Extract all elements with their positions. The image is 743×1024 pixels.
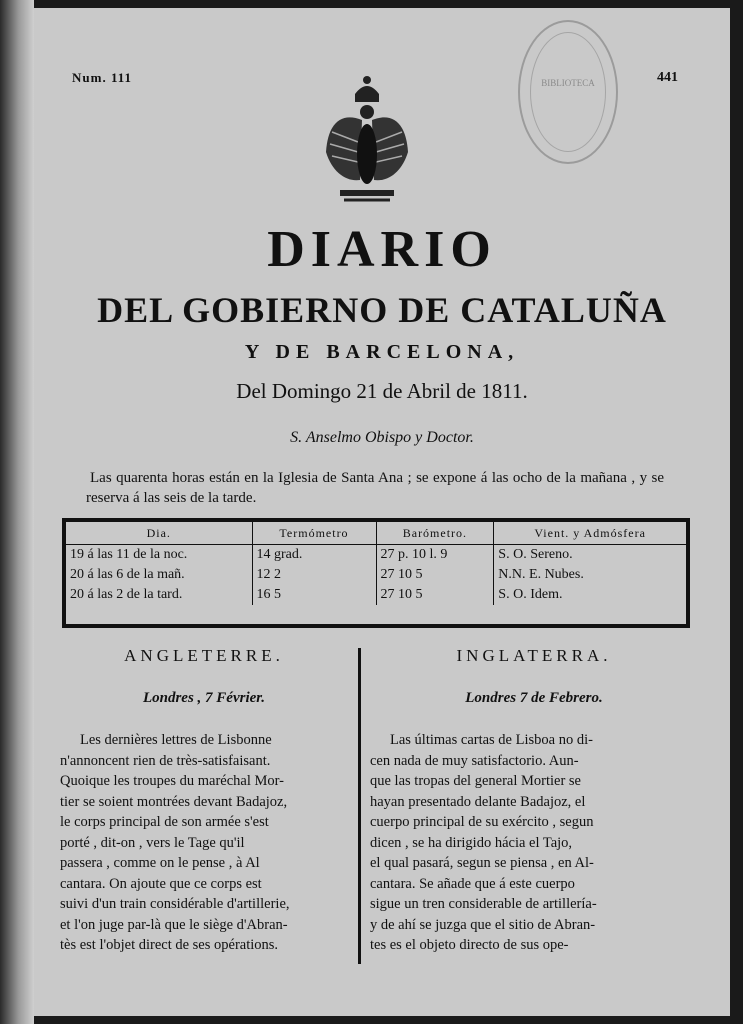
weather-cell: 12 2	[252, 565, 376, 585]
weather-row	[66, 585, 686, 605]
text-line: hayan presentado delante Badajoz, el	[370, 793, 586, 810]
text-line: cen nada de muy satisfactorio. Aun-	[370, 752, 579, 769]
book-spine	[0, 0, 34, 1024]
text-line: tier se soient montrées devant Badajoz,	[60, 793, 288, 810]
weather-header-barometer: Barómetro.	[376, 522, 494, 545]
text-line: que las tropas del general Mortier se	[370, 773, 581, 789]
weather-cell: 27 10 5	[376, 585, 494, 605]
weather-cell: N.N. E. Nubes.	[498, 567, 584, 582]
column-divider	[358, 648, 361, 964]
masthead-subtitle: DEL GOBIERNO DE CATALUÑA	[97, 290, 667, 330]
imperial-eagle-emblem	[322, 72, 412, 212]
weather-row	[66, 545, 686, 566]
text-line: cantara. Se añade que á este cuerpo	[370, 875, 575, 892]
right-column-body	[370, 730, 662, 956]
library-stamp	[518, 20, 618, 164]
text-line: passera , comme on le pense , à Al	[60, 855, 260, 871]
text-line: cantara. On ajoute que ce corps est	[60, 875, 262, 892]
text-line: tès est l'objet direct de ses opérations.	[60, 937, 279, 953]
weather-cell: 19 á las 11 de la noc.	[66, 545, 252, 566]
text-line: y de ahí se juzga que el sitio de Abran-	[370, 916, 596, 933]
weather-cell: 16 5	[252, 585, 376, 605]
right-column-dateline: Londres 7 de Febrero.	[465, 690, 603, 706]
text-line: suivi d'un train considérable d'artillerie,	[60, 896, 290, 912]
weather-cell: 27 10 5	[376, 565, 494, 585]
left-column-dateline: Londres , 7 Février.	[142, 690, 266, 706]
saint-of-day: S. Anselmo Obispo y Doctor.	[290, 429, 474, 446]
page-number: 441	[657, 70, 678, 85]
weather-cell: 20 á las 6 de la mañ.	[66, 565, 252, 585]
stamp-text: BIBLIOTECA	[541, 78, 595, 88]
weather-header-thermometer: Termómetro	[252, 522, 376, 545]
weather-cell: S. O. Sereno.	[498, 547, 573, 562]
text-line: sigue un tren considerable de artillería-	[370, 896, 597, 912]
text-line: Les dernières lettres de Lisbonne	[80, 732, 272, 748]
text-line: cuerpo principal de su exército , segun	[370, 814, 594, 830]
masthead-subtitle-2: Y DE BARCELONA,	[244, 341, 520, 363]
left-column-heading: ANGLETERRE.	[124, 646, 284, 665]
right-column-heading: INGLATERRA.	[456, 646, 612, 665]
issue-date: Del Domingo 21 de Abril de 1811.	[236, 379, 528, 403]
weather-row	[66, 565, 686, 585]
text-line: Quoique les troupes du maréchal Mor-	[60, 773, 284, 789]
text-line: el qual pasará, segun se piensa , en Al-	[370, 855, 594, 871]
masthead-title: DIARIO	[267, 221, 497, 278]
text-line: porté , dit-on , vers le Tage qu'il	[60, 834, 245, 851]
weather-cell: 27 p. 10 l. 9	[376, 545, 494, 566]
weather-header-wind: Vient. y Admósfera	[494, 522, 686, 545]
weather-cell: 14 grad.	[252, 545, 376, 566]
newspaper-page	[34, 8, 730, 1016]
text-line: et l'on juge par-là que le siège d'Abran-	[60, 916, 288, 933]
weather-cell: S. O. Idem.	[498, 587, 563, 602]
text-line: le corps principal de son armée s'est	[60, 814, 269, 830]
left-column-body	[60, 730, 352, 956]
church-notice: Las quarenta horas están en la Iglesia de Santa Ana ; se expone á las ocho de la mañana , y se reserva á las seis de la tarde.	[86, 470, 664, 506]
weather-table	[62, 518, 690, 628]
weather-cell: 20 á las 2 de la tard.	[66, 585, 252, 605]
weather-header-day: Dia.	[66, 522, 252, 545]
text-line: Las últimas cartas de Lisboa no di-	[390, 732, 593, 748]
text-line: dicen , se ha dirigido hácia el Tajo,	[370, 834, 573, 851]
issue-number: Num. 111	[72, 70, 133, 85]
text-line: tes es el objeto directo de sus ope-	[370, 937, 569, 953]
text-line: n'annoncent rien de très-satisfaisant.	[60, 752, 271, 769]
